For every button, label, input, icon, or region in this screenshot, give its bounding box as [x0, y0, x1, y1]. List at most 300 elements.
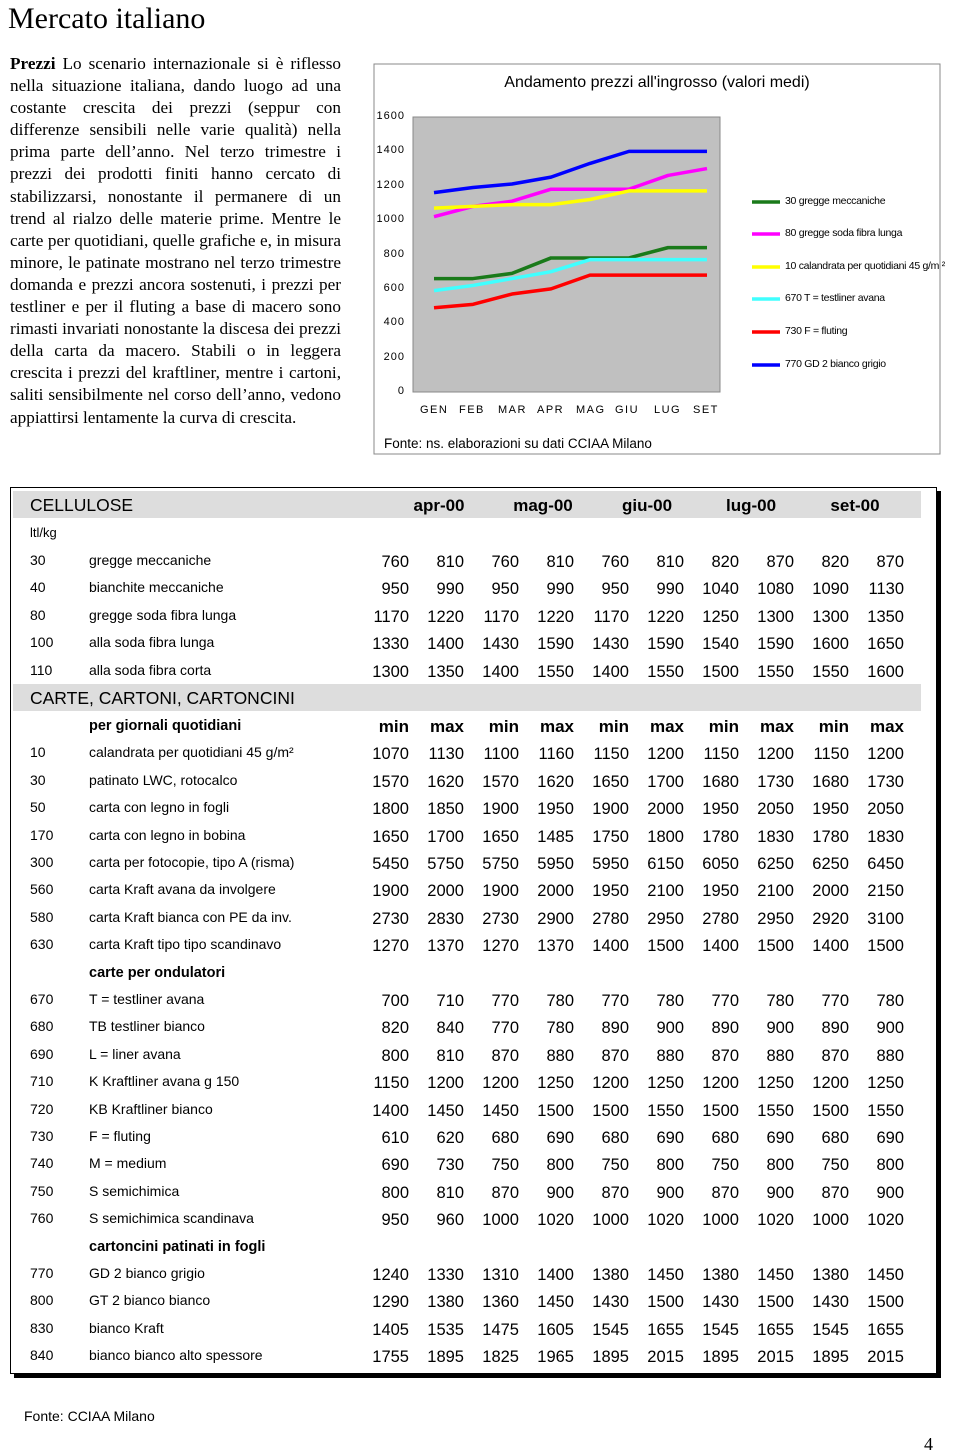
carte-header: CARTE, CARTONI, CARTONCINI: [30, 688, 295, 708]
price-cell: 1300: [757, 607, 794, 626]
row-code: 740: [30, 1155, 54, 1172]
price-cell: 1900: [592, 800, 629, 819]
price-cell: 1200: [592, 1074, 629, 1093]
price-cell: 1330: [372, 635, 409, 654]
price-cell: 870: [876, 553, 904, 571]
price-cell: 1780: [812, 827, 849, 846]
row-description: carta con legno in bobina: [89, 826, 246, 843]
price-cell: 6450: [867, 855, 904, 873]
minmax-header: min: [708, 717, 739, 736]
price-cell: 1450: [537, 1293, 574, 1312]
price-cell: 5750: [482, 855, 519, 873]
price-cell: 880: [876, 1046, 904, 1065]
table-row: [11, 795, 936, 822]
price-cell: 1270: [482, 937, 519, 956]
price-cell: 890: [821, 1019, 849, 1038]
group-title: carte per ondulatori: [89, 964, 226, 981]
price-cell: 1965: [537, 1348, 574, 1367]
row-code: 830: [30, 1319, 54, 1336]
price-cell: 2150: [867, 882, 904, 901]
price-cell: 1450: [427, 1101, 464, 1120]
row-code: 800: [30, 1292, 54, 1309]
row-code: 690: [30, 1045, 54, 1062]
price-cell: 1100: [483, 745, 519, 764]
price-cell: 870: [601, 1046, 629, 1065]
price-cell: 1950: [812, 800, 849, 819]
price-cell: 2015: [757, 1348, 794, 1367]
price-cell: 1380: [427, 1293, 464, 1312]
y-tick-label: 1000: [376, 213, 405, 226]
cellulose-row: [11, 658, 936, 685]
price-cell: 770: [711, 992, 739, 1010]
price-cell: 810: [436, 1046, 464, 1065]
price-cell: 1200: [812, 1074, 849, 1093]
row-code: 840: [30, 1347, 54, 1364]
price-cell: 1550: [647, 1101, 684, 1120]
price-cell: 1590: [757, 635, 794, 654]
price-cell: 1895: [812, 1348, 849, 1367]
price-cell: 1655: [647, 1320, 684, 1339]
price-cell: 870: [491, 1183, 519, 1202]
table-row: [11, 1179, 936, 1206]
price-cell: 690: [876, 1129, 904, 1147]
price-cell: 890: [601, 1019, 629, 1038]
price-cell: 1330: [427, 1266, 464, 1284]
y-tick-label: 1400: [376, 144, 405, 157]
price-cell: 1040: [702, 580, 739, 599]
price-cell: 1600: [867, 662, 904, 681]
minmax-header: max: [649, 717, 684, 736]
price-cell: 2730: [482, 909, 519, 928]
price-cell: 1900: [482, 800, 519, 819]
price-cell: 2780: [702, 909, 739, 928]
price-cell: 770: [491, 992, 519, 1010]
price-cell: 1500: [702, 1101, 739, 1120]
price-cell: 2730: [372, 909, 409, 928]
page-number: 4: [924, 1434, 933, 1454]
price-cell: 900: [876, 1019, 904, 1038]
price-cell: 1130: [868, 580, 904, 599]
y-tick-label: 1600: [376, 110, 405, 122]
price-cell: 1360: [482, 1293, 519, 1312]
price-cell: 1590: [647, 635, 684, 654]
price-cell: 1310: [482, 1266, 519, 1284]
intro-text: Lo scenario internazionale si è riflesso nella situazione italiana, dando luogo ad una costante crescita dei prezzi (seppur con differenze sensibili nelle varie qualità) nella prima parte dell’anno. Nel terzo trimestre i prezzi dei prodotti finiti hanno cercato di stabilizzarsi, nonostante il permanere di un trend al rialzo delle materie prime. Mentre le carte per quotidiani, quelle grafiche e, in misura minore, le patinate mostrano nel terzo trimestre domanda e prezzi ancora sostenuti, i prezzi per testliner e per il fluting a base di macero sono rimasti invariati nonostante la discesa dei prezzi della carta da macero. Stabili o in leggera crescita i prezzi del kraftliner, mentre i cartoni, saliti sensibilmente nel corso dell’anno, vedono appiattirsi lentamente la curva di crescita.: [10, 54, 341, 427]
table-row: [11, 1124, 936, 1151]
price-cell: 800: [546, 1156, 574, 1175]
price-cell: 750: [821, 1156, 849, 1175]
cellulose-header: CELLULOSE: [30, 495, 134, 515]
price-cell: 1430: [702, 1293, 739, 1312]
minmax-header: min: [598, 717, 629, 736]
row-description: bianco Kraft: [89, 1319, 164, 1336]
price-cell: 2950: [757, 909, 794, 928]
price-cell: 990: [436, 580, 464, 599]
price-cell: 2830: [427, 909, 464, 928]
price-cell: 1350: [867, 607, 904, 626]
row-code: 560: [30, 881, 54, 898]
price-cell: 1400: [372, 1101, 409, 1120]
price-cell: 870: [821, 1046, 849, 1065]
y-tick-label: 600: [383, 281, 405, 294]
row-description: carta Kraft tipo tipo scandinavo: [89, 936, 282, 953]
price-cell: 1430: [592, 635, 629, 654]
row-code: 10: [30, 744, 46, 761]
price-cell: 810: [436, 1183, 464, 1202]
price-cell: 1500: [537, 1101, 574, 1120]
price-cell: 5750: [427, 855, 464, 873]
price-cell: 1380: [812, 1266, 849, 1284]
table-row: [11, 1014, 936, 1041]
minmax-header: max: [429, 717, 464, 736]
minmax-header: max: [759, 717, 794, 736]
price-cell: 880: [766, 1046, 794, 1065]
price-cell: 1590: [537, 635, 574, 654]
price-cell: 1680: [812, 772, 849, 791]
group-title: cartoncini patinati in fogli: [89, 1238, 266, 1255]
price-cell: 1220: [647, 607, 684, 626]
price-cell: 1000: [482, 1211, 519, 1230]
price-cell: 1655: [757, 1320, 794, 1339]
price-cell: 1000: [812, 1211, 849, 1230]
minmax-header: min: [818, 717, 849, 736]
price-cell: 1000: [702, 1211, 739, 1230]
price-cell: 1900: [372, 882, 409, 901]
x-tick-label: APR: [537, 404, 565, 416]
price-cell: 2050: [867, 800, 904, 819]
row-description: alla soda fibra lunga: [89, 634, 215, 651]
price-cell: 1450: [867, 1266, 904, 1284]
row-code: 170: [30, 826, 54, 843]
cellulose-row: [11, 630, 936, 657]
price-cell: 1170: [373, 607, 409, 626]
table-row: [11, 1343, 936, 1370]
price-cell: 1400: [427, 635, 464, 654]
price-cell: 780: [656, 992, 684, 1010]
x-tick-label: GIU: [615, 404, 640, 416]
row-code: 30: [30, 552, 46, 568]
price-cell: 1650: [372, 827, 409, 846]
price-cell: 1700: [647, 772, 684, 791]
legend-label-0: 30 gregge meccaniche: [785, 195, 886, 207]
row-description: alla soda fibra corta: [89, 661, 212, 678]
price-cell: 770: [491, 1019, 519, 1038]
price-cell: 1700: [427, 827, 464, 846]
month-header: lug-00: [725, 496, 777, 515]
legend-label-1: 80 gregge soda fibra lunga: [785, 227, 903, 239]
price-cell: 690: [546, 1129, 574, 1147]
legend-label-4: 730 F = fluting: [785, 325, 848, 337]
price-cell: 1680: [702, 772, 739, 791]
price-cell: 2900: [537, 909, 574, 928]
price-cell: 820: [381, 1019, 409, 1038]
price-cell: 1400: [702, 937, 739, 956]
price-cell: 1020: [867, 1211, 904, 1230]
price-cell: 1150: [373, 1074, 409, 1093]
table-row: [11, 1151, 936, 1178]
row-code: 110: [30, 661, 53, 678]
price-cell: 1755: [372, 1348, 409, 1367]
row-description: carta con legno in fogli: [89, 799, 230, 816]
price-cell: 1430: [482, 635, 519, 654]
row-description: patinato LWC, rotocalco: [89, 771, 238, 788]
price-cell: 1950: [702, 800, 739, 819]
row-description: F = fluting: [89, 1128, 151, 1144]
price-cell: 2000: [537, 882, 574, 901]
price-cell: 2000: [427, 882, 464, 901]
table-row: [11, 1261, 936, 1288]
price-cell: 1550: [537, 662, 574, 681]
price-cell: 1730: [867, 772, 904, 791]
price-cell: 1950: [537, 800, 574, 819]
price-cell: 1950: [592, 882, 629, 901]
price-cell: 1500: [592, 1101, 629, 1120]
price-cell: 1655: [867, 1320, 904, 1339]
page-title: Mercato italiano: [8, 2, 206, 35]
price-cell: 1250: [867, 1074, 904, 1093]
price-cell: 1400: [592, 662, 629, 681]
price-cell: 800: [381, 1183, 409, 1202]
group-header-row: [11, 713, 936, 740]
intro-bold-lead: Prezzi: [10, 54, 56, 73]
price-cell: 900: [656, 1183, 684, 1202]
price-cell: 1485: [537, 827, 574, 846]
price-cell: 2920: [812, 909, 849, 928]
price-cell: 710: [436, 992, 464, 1010]
price-cell: 1430: [592, 1293, 629, 1312]
price-cell: 870: [821, 1183, 849, 1202]
minmax-header: min: [378, 717, 409, 736]
price-cell: 1150: [593, 745, 629, 764]
row-description: GT 2 bianco bianco: [89, 1292, 211, 1309]
table-row: [11, 987, 936, 1014]
price-cell: 760: [491, 553, 519, 571]
y-tick-label: 400: [383, 316, 405, 329]
price-cell: 680: [821, 1129, 849, 1147]
price-cell: 730: [436, 1156, 464, 1175]
price-cell: 1500: [647, 1293, 684, 1312]
price-cell: 1150: [703, 745, 739, 764]
plot-area: [413, 117, 720, 392]
price-cell: 1500: [702, 662, 739, 681]
row-description: gregge meccaniche: [89, 552, 212, 568]
price-cell: 800: [876, 1156, 904, 1175]
price-cell: 780: [546, 1019, 574, 1038]
row-code: 750: [30, 1182, 54, 1199]
price-cell: 780: [766, 992, 794, 1010]
price-cell: 820: [711, 553, 739, 571]
x-tick-label: MAR: [498, 404, 527, 416]
price-cell: 750: [491, 1156, 519, 1175]
price-cell: 680: [711, 1129, 739, 1147]
price-cell: 870: [491, 1046, 519, 1065]
legend-label-3: 670 T = testliner avana: [785, 292, 885, 304]
price-cell: 2100: [647, 882, 684, 901]
table-row: [11, 932, 936, 959]
row-code: 580: [30, 908, 54, 925]
row-code: 300: [30, 854, 54, 870]
price-cell: 690: [381, 1156, 409, 1175]
chart-source: Fonte: ns. elaborazioni su dati CCIAA Milano: [384, 436, 652, 451]
price-cell: 5950: [592, 855, 629, 873]
price-cell: 1080: [757, 580, 794, 599]
row-code: 770: [30, 1265, 54, 1281]
price-cell: 1900: [482, 882, 519, 901]
price-cell: 990: [656, 580, 684, 599]
price-cell: 1250: [702, 607, 739, 626]
price-cell: 1500: [647, 937, 684, 956]
price-cell: 880: [656, 1046, 684, 1065]
row-code: 30: [30, 771, 46, 788]
price-cell: 1220: [427, 607, 464, 626]
price-cell: 900: [656, 1019, 684, 1038]
price-cell: 1830: [757, 827, 794, 846]
price-cell: 5950: [537, 855, 574, 873]
price-cell: 1895: [427, 1348, 464, 1367]
footer-source: Fonte: CCIAA Milano: [24, 1408, 155, 1424]
price-cell: 950: [381, 580, 409, 599]
price-cell: 1430: [812, 1293, 849, 1312]
price-cell: 1070: [372, 745, 409, 764]
price-chart: [372, 62, 950, 462]
price-cell: 1650: [592, 772, 629, 791]
price-cell: 1650: [867, 635, 904, 654]
price-cell: 1400: [537, 1266, 574, 1284]
price-cell: 1400: [812, 937, 849, 956]
minmax-header: min: [488, 717, 519, 736]
price-cell: 950: [491, 580, 519, 599]
price-cell: 780: [546, 992, 574, 1010]
x-tick-label: GEN: [420, 404, 449, 416]
price-cell: 760: [601, 553, 629, 571]
x-tick-label: MAG: [576, 404, 606, 416]
row-code: 680: [30, 1018, 54, 1035]
cellulose-row: [11, 575, 936, 602]
price-cell: 1290: [372, 1293, 409, 1312]
price-cell: 770: [601, 992, 629, 1010]
price-cell: 1090: [812, 580, 849, 599]
price-cell: 750: [711, 1156, 739, 1175]
row-code: 710: [30, 1073, 54, 1090]
price-cell: 1450: [482, 1101, 519, 1120]
price-cell: 1200: [867, 745, 904, 764]
row-code: 40: [30, 579, 46, 596]
price-cell: 1200: [757, 745, 794, 764]
price-cell: 1540: [702, 635, 739, 654]
price-cell: 1200: [702, 1074, 739, 1093]
month-header: set-00: [830, 496, 880, 515]
price-cell: 2015: [647, 1348, 684, 1367]
price-cell: 1535: [427, 1320, 464, 1339]
price-cell: 900: [766, 1019, 794, 1038]
price-cell: 1605: [537, 1320, 574, 1339]
price-cell: 890: [711, 1019, 739, 1038]
row-description: calandrata per quotidiani 45 g/m²: [89, 744, 294, 761]
row-description: S semichimica: [89, 1182, 180, 1199]
price-cell: 1600: [812, 635, 849, 654]
y-tick-label: 800: [383, 247, 405, 260]
price-cell: 1895: [702, 1348, 739, 1367]
row-code: 50: [30, 799, 46, 816]
minmax-header: max: [539, 717, 574, 736]
price-cell: 900: [766, 1183, 794, 1202]
price-cell: 700: [381, 992, 409, 1010]
row-description: KB Kraftliner bianco: [89, 1100, 213, 1117]
price-cell: 1830: [867, 827, 904, 846]
price-cell: 1405: [372, 1320, 409, 1339]
price-cell: 1750: [592, 827, 629, 846]
price-cell: 1800: [647, 827, 684, 846]
price-cell: 2000: [647, 800, 684, 819]
price-cell: 1800: [372, 800, 409, 819]
y-tick-label: 1200: [376, 178, 405, 191]
row-code: 730: [30, 1128, 54, 1144]
price-cell: 770: [821, 992, 849, 1010]
price-cell: 800: [766, 1156, 794, 1175]
price-cell: 780: [876, 992, 904, 1010]
price-cell: 1450: [757, 1266, 794, 1284]
table-row: [11, 850, 936, 877]
price-cell: 1170: [593, 607, 629, 626]
price-cell: 1550: [647, 662, 684, 681]
price-cell: 1550: [812, 662, 849, 681]
row-code: 100: [30, 634, 54, 651]
price-cell: 870: [711, 1046, 739, 1065]
y-tick-label: 0: [397, 385, 405, 397]
legend-label-2: 10 calandrata per quotidiani 45 g/m ²: [785, 260, 945, 272]
price-cell: 870: [766, 553, 794, 571]
price-cell: 2015: [867, 1348, 904, 1367]
price-cell: 1240: [372, 1266, 409, 1284]
price-cell: 6050: [702, 855, 739, 873]
price-cell: 680: [491, 1129, 519, 1147]
row-description: TB testliner bianco: [89, 1018, 205, 1035]
price-cell: 870: [711, 1183, 739, 1202]
table-row: [11, 1206, 936, 1233]
price-cell: 810: [656, 553, 684, 571]
price-cell: 2100: [757, 882, 794, 901]
row-code: 670: [30, 991, 54, 1007]
price-cell: 1220: [537, 607, 574, 626]
month-header: mag-00: [513, 496, 573, 515]
price-cell: 800: [656, 1156, 684, 1175]
price-cell: 840: [436, 1019, 464, 1038]
price-cell: 1270: [372, 937, 409, 956]
price-cell: 6250: [812, 855, 849, 873]
price-cell: 1730: [757, 772, 794, 791]
price-cell: 1350: [427, 662, 464, 681]
x-tick-label: LUG: [654, 404, 682, 416]
price-cell: 1250: [647, 1074, 684, 1093]
price-cell: 1170: [483, 607, 519, 626]
row-description: carta Kraft bianca con PE da inv.: [89, 908, 292, 925]
price-cell: 1150: [813, 745, 849, 764]
row-code: 760: [30, 1210, 54, 1227]
price-cell: 1545: [702, 1320, 739, 1339]
month-header: giu-00: [621, 496, 673, 515]
price-table: [10, 487, 937, 1374]
price-cell: 1500: [757, 937, 794, 956]
minmax-header: max: [869, 717, 904, 736]
row-code: 80: [30, 606, 46, 623]
price-cell: 1500: [867, 937, 904, 956]
price-cell: 1200: [647, 745, 684, 764]
group-header-row: [11, 960, 936, 987]
price-cell: 1300: [372, 662, 409, 681]
table-row: [11, 905, 936, 932]
price-cell: 1570: [482, 772, 519, 791]
intro-paragraph: [10, 53, 341, 429]
